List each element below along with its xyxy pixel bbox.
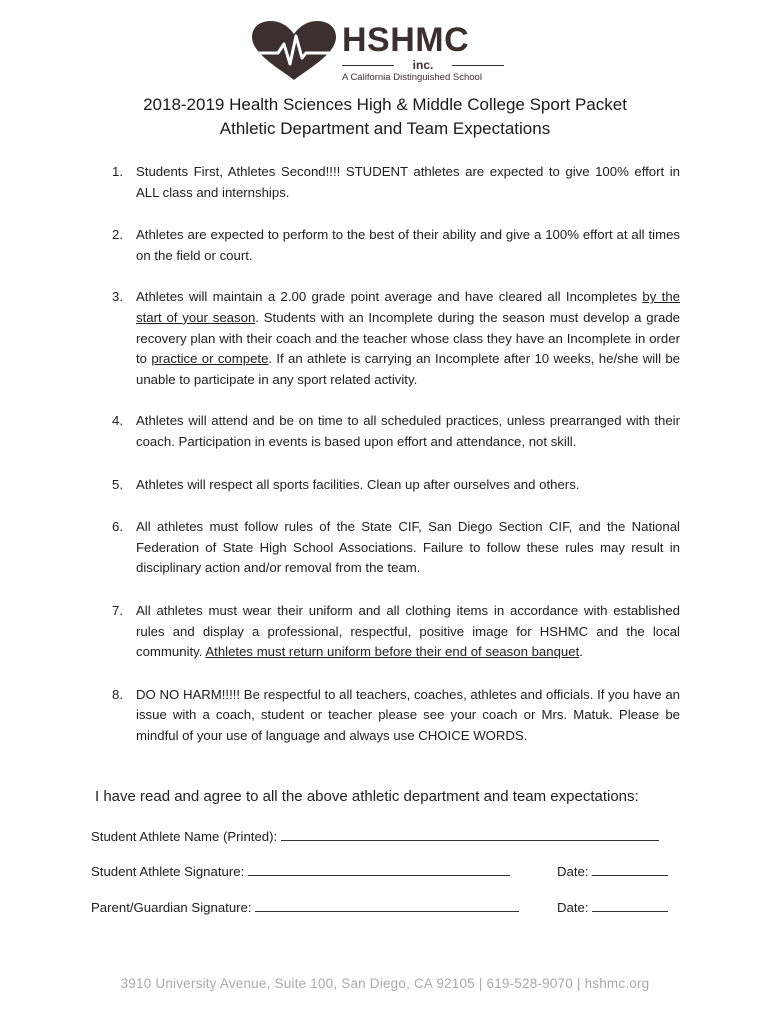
underlined-text: practice or compete — [151, 351, 269, 367]
list-item: 7. All athletes must wear their uniform and all clothing items in accordance with established rules and display a professional, respectful, positive image for HSHMC and the local community. Athletes must return uniform before their end of season banquet. — [112, 602, 680, 660]
underlined-text: Athletes must return uniform before their end of season banquet — [205, 644, 580, 660]
list-item: 2. Athletes are expected to perform to the best of their ability and give a 100% effort at all times on the field or court. — [112, 227, 680, 263]
parent-signature-label: Parent/Guardian Signature: — [91, 900, 252, 915]
parent-date-field — [557, 897, 668, 917]
hshmc-logo — [250, 20, 510, 82]
student-date-line[interactable] — [592, 861, 668, 876]
student-signature-line[interactable] — [248, 861, 510, 876]
list-item: 4. Athletes will attend and be on time to all scheduled practices, unless prearranged with their coach. Participation in events is based upon effort and attendance, not skill. — [112, 413, 680, 449]
student-name-line[interactable] — [281, 826, 659, 841]
heart-pulse-icon — [250, 20, 338, 82]
logo-tagline: A California Distinguished School — [342, 72, 482, 83]
footer-address: 3910 University Avenue, Suite 100, San Diego, CA 92105 | 619-528-9070 | hshmc.org — [120, 976, 650, 991]
student-name-field — [91, 826, 659, 846]
parent-date-label: Date: — [557, 900, 589, 915]
parent-date-line[interactable] — [592, 897, 668, 912]
list-item: 3. Athletes will maintain a 2.00 grade point average and have cleared all Incompletes by the start of your season. Students with an Incomplete during the season must develop a grade recovery plan with their coach and the teacher whose class they have an Incomplete in order to practice or compete. If an athlete is carrying an Incomplete after 10 weeks, he/she will be unable to participate in any sport related activity. — [112, 289, 680, 387]
list-item: 6. All athletes must follow rules of the State CIF, San Diego Section CIF, and the National Federation of State High School Associations. Failure to follow these rules may result in disciplinary action and/or removal from the team. — [112, 519, 680, 576]
agreement-statement: I have read and agree to all the above athletic department and team expectations: — [95, 788, 639, 805]
logo-wordmark: HSHMC — [342, 21, 470, 59]
expectations-list — [112, 162, 680, 746]
title-line-1: 2018-2019 Health Sciences High & Middle College Sport Packet — [143, 95, 627, 114]
student-signature-field — [91, 861, 510, 881]
underlined-text: by the start of your season — [136, 289, 680, 325]
parent-signature-line[interactable] — [255, 897, 519, 912]
student-name-label: Student Athlete Name (Printed): — [91, 829, 278, 844]
document-title — [0, 93, 770, 141]
list-item: 8. DO NO HARM!!!!! Be respectful to all teachers, coaches, athletes and officials. If you have an issue with a coach, student or teacher please see your coach or Mrs. Matuk. Please be mindful of your use of language and always use CHOICE WORDS. — [112, 686, 680, 743]
student-signature-label: Student Athlete Signature: — [91, 864, 245, 879]
list-item: 1. Students First, Athletes Second!!!! STUDENT athletes are expected to give 100% effort in ALL class and internships. — [112, 164, 680, 200]
list-item: 5. Athletes will respect all sports facilities. Clean up after ourselves and others. — [112, 476, 580, 492]
logo-inc: inc. — [342, 58, 504, 72]
student-date-field — [557, 861, 668, 881]
student-date-label: Date: — [557, 864, 589, 879]
parent-signature-field — [91, 897, 519, 917]
title-line-2: Athletic Department and Team Expectations — [219, 119, 551, 138]
